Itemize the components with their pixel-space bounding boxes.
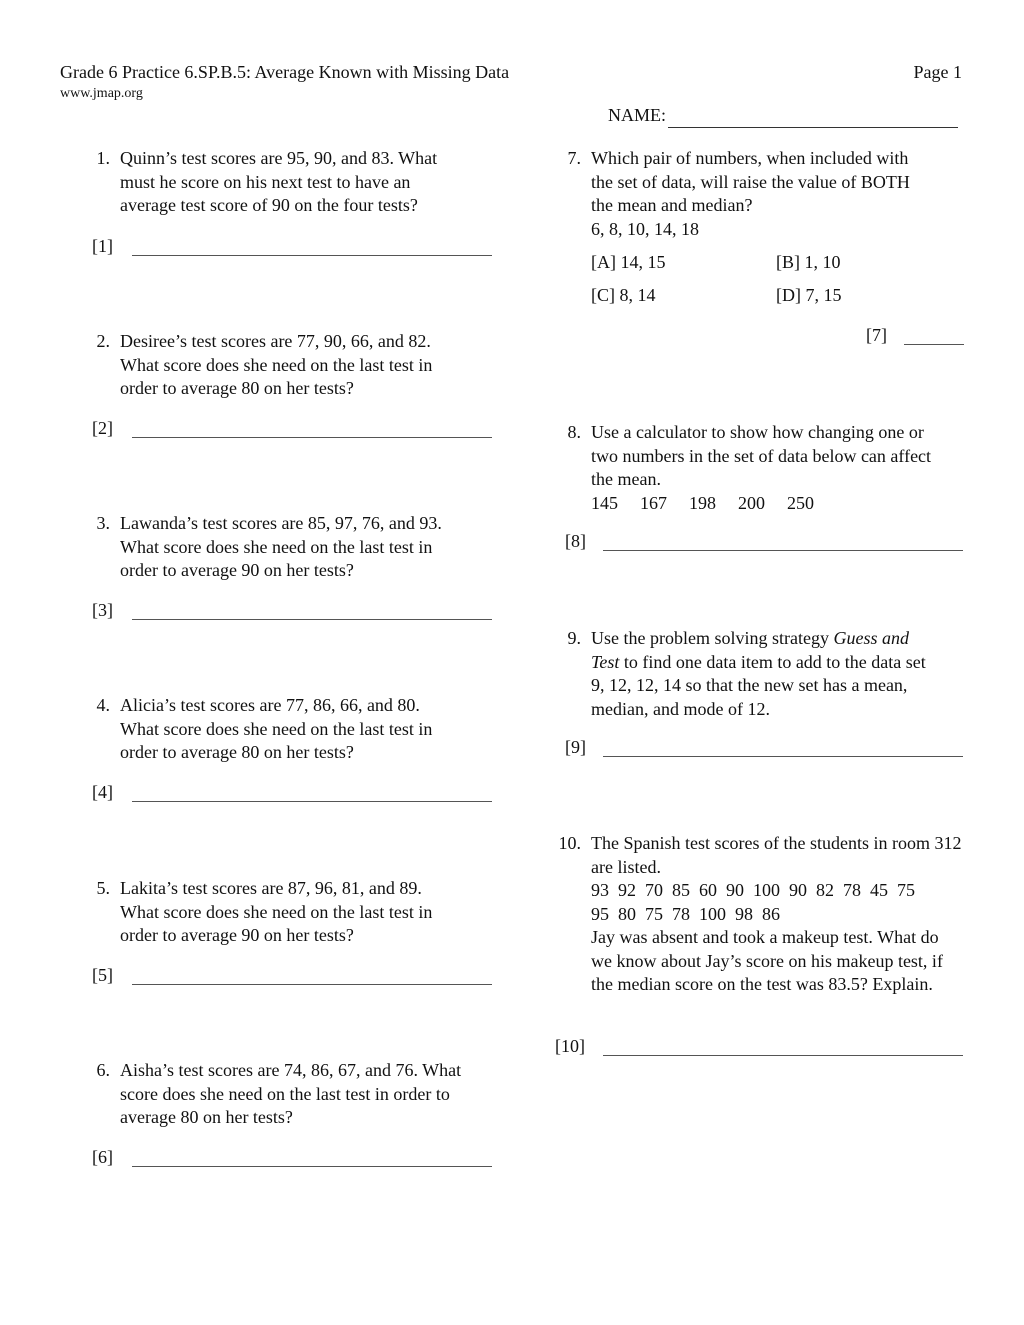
question-number: 6.: [96, 1060, 110, 1080]
question-1: [82, 147, 462, 218]
question-data-line-2: 95 80 75 78 100 98 86: [591, 903, 780, 924]
question-number: 10.: [558, 833, 581, 853]
question-number: 7.: [567, 148, 581, 168]
question-7: [553, 147, 933, 241]
page-number: Page 1: [913, 62, 962, 82]
question-text: Use a calculator to show how changing one or two numbers in the set of data below can affect the mean.: [591, 422, 932, 489]
answer-label: [4]: [92, 782, 113, 802]
answer-label: [6]: [92, 1147, 113, 1167]
answer-line[interactable]: [603, 756, 963, 757]
question-number: 5.: [96, 878, 110, 898]
question-6: [82, 1059, 462, 1130]
answer-label: [5]: [92, 965, 113, 985]
answer-label: [2]: [92, 418, 113, 438]
question-4: [82, 694, 462, 765]
question-10: [553, 832, 963, 997]
answer-line[interactable]: [603, 550, 963, 551]
answer-line[interactable]: [132, 801, 492, 802]
answer-line[interactable]: [904, 344, 964, 345]
name-input-line[interactable]: [668, 107, 958, 128]
name-label: NAME:: [608, 105, 666, 125]
answer-label: [3]: [92, 600, 113, 620]
question-number: 3.: [96, 513, 110, 533]
question-data: [591, 492, 933, 516]
question-text: Quinn’s test scores are 95, 90, and 83. What must he score on his next test to have an average test score of 90 on the four tests?: [120, 148, 438, 215]
answer-line[interactable]: [603, 1055, 963, 1056]
data-value: 200: [738, 492, 765, 513]
answer-label: [10]: [555, 1036, 585, 1056]
question-9: [553, 627, 933, 721]
question-number: 9.: [567, 628, 581, 648]
answer-label: [8]: [565, 531, 586, 551]
question-5: [82, 877, 462, 948]
question-text: Alicia’s test scores are 77, 86, 66, and 80. What score does she need on the last test in order to average 80 on her tests?: [120, 695, 433, 762]
question-text: Use the problem solving strategy Guess and Test to find one data item to add to the data set 9, 12, 12, 14 so that the new set has a mean, median, and mode of 12.: [591, 628, 926, 719]
question-data: 6, 8, 10, 14, 18: [591, 218, 699, 239]
question-text: The Spanish test scores of the students in room 312 are listed.: [591, 833, 962, 877]
question-2: [82, 330, 462, 401]
answer-line[interactable]: [132, 984, 492, 985]
question-text: Which pair of numbers, when included with the set of data, will raise the value of BOTH the mean and median?: [591, 148, 910, 215]
page-title: Grade 6 Practice 6.SP.B.5: Average Known with Missing Data: [60, 62, 510, 82]
question-number: 1.: [96, 148, 110, 168]
answer-label: [9]: [565, 737, 586, 757]
question-text-2: Jay was absent and took a makeup test. What do we know about Jay’s score on his makeup test, if the median score on the test was 83.5? Explain.: [591, 927, 943, 994]
question-text: Lakita’s test scores are 87, 96, 81, and 89. What score does she need on the last test in order to average 90 on her tests?: [120, 878, 433, 945]
answer-line[interactable]: [132, 1166, 492, 1167]
question-number: 8.: [567, 422, 581, 442]
question-text: Aisha’s test scores are 74, 86, 67, and 76. What score does she need on the last test in order to average 80 on her tests?: [120, 1060, 462, 1127]
website-url: www.jmap.org: [60, 86, 143, 101]
question-data-line-1: 93 92 70 85 60 90 100 90 82 78 45 75: [591, 880, 915, 900]
answer-line[interactable]: [132, 619, 492, 620]
data-value: 167: [640, 492, 667, 513]
question-text: Lawanda’s test scores are 85, 97, 76, and 93. What score does she need on the last test in order to average 90 on her tests?: [120, 513, 442, 580]
strategy-name: Guess and Test: [591, 628, 909, 672]
question-3: [82, 512, 462, 583]
answer-label: [1]: [92, 236, 113, 256]
choice-c[interactable]: [C] 8, 14: [591, 285, 656, 305]
choice-b[interactable]: [B] 1, 10: [776, 252, 841, 272]
name-field[interactable]: [608, 104, 958, 128]
question-8: [553, 421, 933, 515]
question-number: 2.: [96, 331, 110, 351]
data-value: 250: [787, 492, 814, 513]
answer-line[interactable]: [132, 437, 492, 438]
data-value: 198: [689, 492, 716, 513]
choice-a[interactable]: [A] 14, 15: [591, 252, 666, 272]
data-value: 145: [591, 492, 618, 513]
answer-line[interactable]: [132, 255, 492, 256]
question-number: 4.: [96, 695, 110, 715]
answer-label: [7]: [866, 325, 887, 345]
choice-d[interactable]: [D] 7, 15: [776, 285, 842, 305]
question-text: Desiree’s test scores are 77, 90, 66, and 82. What score does she need on the last test in order to average 80 on her tests?: [120, 331, 433, 398]
